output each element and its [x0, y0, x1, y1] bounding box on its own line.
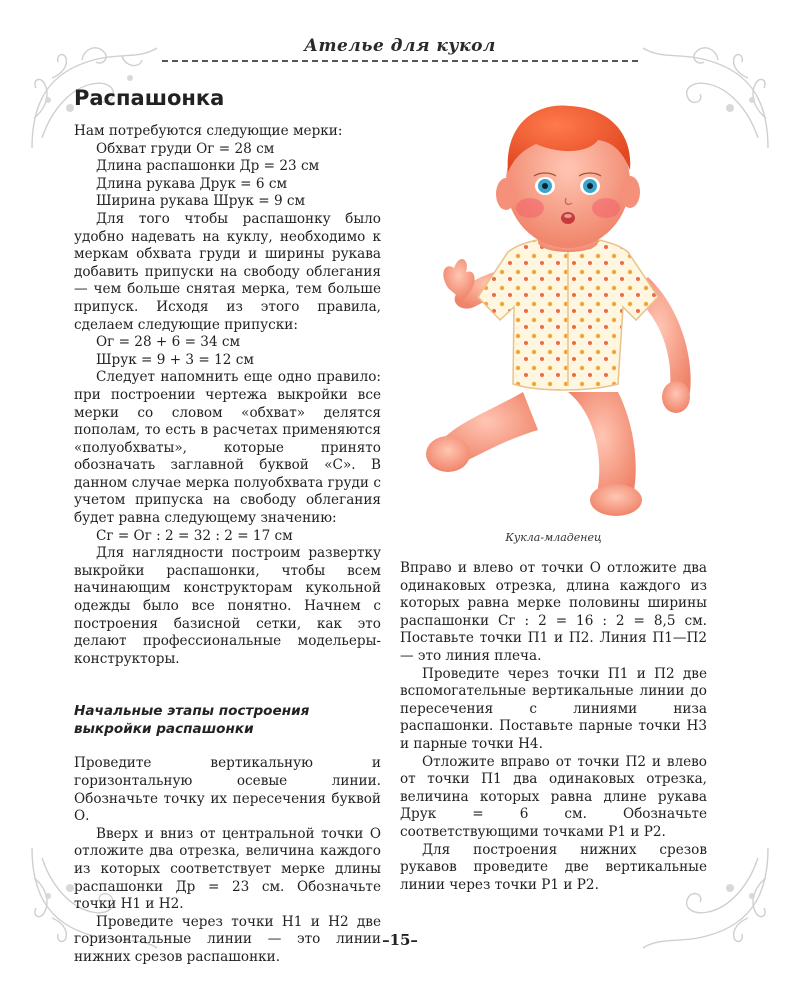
page-title: Распашонка: [74, 86, 225, 110]
paragraph: Вправо и влево от точки О отложите два одинаковых отрезка, длина каждого из которых равна мерке половины ширины распашонки Сг : 2 = 16 : 2 = 8,5 см. Поставьте точки П1 и П2. Линия П1—П2 — это линия плеча.: [400, 560, 707, 664]
left-column: [74, 123, 381, 967]
baby-doll-icon: [418, 92, 718, 530]
paragraph: Для наглядности построим развертку выкройки распашонки, чтобы всем начинающим конструкторам кукольной одежды было все понятно. Начнем с построения базисной сетки, как это делают профессиональные модельеры-конструкторы.: [74, 545, 381, 667]
paragraph: Для построения нижних срезов рукавов проведите две вертикальные линии через точки Р1 и Р2.: [400, 841, 707, 893]
allowance-item: Шрук = 9 + 3 = 12 см: [96, 351, 254, 368]
doll-illustration: [418, 92, 718, 530]
intro-text: Нам потребуются следующие мерки:: [74, 123, 343, 139]
measure-item: Ширина рукава Шрук = 9 см: [96, 193, 306, 210]
paragraph: Вверх и вниз от центральной точки О отложите два отрезка, величина каждого из которых соответствует мерке длины распашонки Др = 23 см. Обозначьте точки Н1 и Н2.: [74, 825, 381, 913]
measure-item: Обхват груди Ог = 28 см: [96, 140, 275, 157]
paragraph: Отложите вправо от точки П2 и влево от точки П1 два одинаковых отрезка, величина которых равна длине рукава Друк = 6 см. Обозначьте соответствующими точками Р1 и Р2.: [400, 753, 707, 840]
section-subheading: Начальные этапы построения выкройки распашонки: [74, 703, 310, 738]
figure-caption: Кукла-младенец: [505, 531, 602, 544]
paragraph: Проведите вертикальную и горизонтальную осевые линии. Обозначьте точку их пересечения буквой О.: [74, 755, 381, 825]
page-number: –15–: [382, 931, 418, 949]
paragraph: Проведите через точки Н1 и Н2 две горизонтальные линии — это линии нижних срезов распашонки.: [74, 913, 381, 965]
measure-item: Длина распашонки Др = 23 см: [96, 158, 320, 175]
allowance-item: Ог = 28 + 6 = 34 см: [96, 334, 241, 351]
paragraph: Следует напомнить еще одно правило: при построении чертежа выкройки все мерки со словом «обхват» делятся пополам, то есть в расчетах применяются «полуобхваты», которые принято обозначать заглавной буквой «С». В данном случае мерка полуобхвата груди с учетом припуска на свободу облегания будет равна следующему значению:: [74, 369, 381, 527]
running-header: Ателье для кукол: [304, 36, 496, 56]
measure-item: Длина рукава Друк = 6 см: [96, 175, 288, 192]
paragraph: Для того чтобы распашонку было удобно надевать на куклу, необходимо к меркам обхвата груди и ширины рукава добавить припуски на свободу облегания — чем больше снятая мерка, тем больше припуск. Исходя из этого правила, сделаем следующие припуски:: [74, 210, 381, 333]
paragraph: Проведите через точки П1 и П2 две вспомогательные вертикальные линии до пересечения с линиями низа распашонки. Поставьте парные точки Н3 и парные точки Н4.: [400, 665, 707, 752]
right-column: [400, 560, 707, 894]
header-divider: [162, 60, 638, 62]
formula: Сг = Ог : 2 = 32 : 2 = 17 см: [96, 527, 293, 544]
